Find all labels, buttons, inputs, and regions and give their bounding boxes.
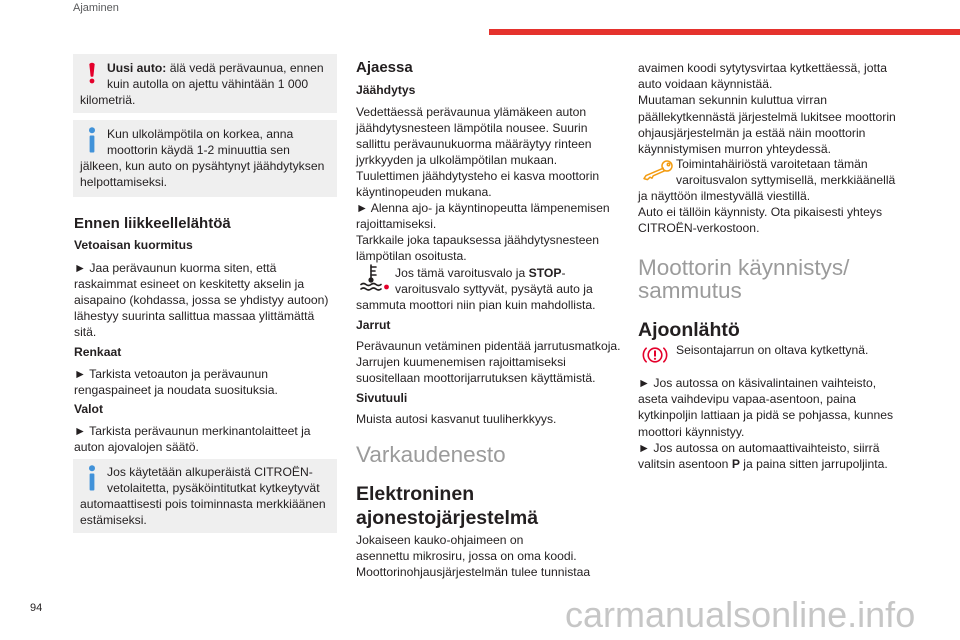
text-line: sitä. xyxy=(74,325,97,339)
bold-term: STOP xyxy=(528,266,562,280)
paragraph-immobiliser-fault xyxy=(638,156,895,204)
text-line: suositellaan moottorijarrutuksen käyttämistä. xyxy=(356,371,596,385)
text-line: Tarkkaile joka tapauksessa jäähdytysnesteen xyxy=(356,233,599,247)
text-line: Muutaman sekunnin kuluttua virran xyxy=(638,93,827,108)
subheading-crosswind: Sivutuuli xyxy=(356,391,408,405)
text-line: rajoittamiseksi. xyxy=(356,217,437,231)
paragraph-moving-off xyxy=(638,375,893,472)
bold-term: Uusi auto: xyxy=(107,61,167,75)
paragraph-coolant-warning xyxy=(356,265,596,313)
subheading-brakes: Jarrut xyxy=(356,318,391,332)
warning-box-new-car xyxy=(73,54,337,113)
text-line: auton ajovalojen säätö. xyxy=(74,440,199,454)
text-line: varoitusvalo syttyvät, pysäytä auto ja xyxy=(395,282,593,296)
section-heading-while-driving: Ajaessa xyxy=(356,59,413,76)
text-line: CITROËN-verkostoon. xyxy=(638,221,760,235)
text-line: auto voidaan käynnistää. xyxy=(638,77,773,92)
text-line: kuin autolla on ajettu vähintään 1 000 xyxy=(107,77,309,91)
info-box-towbar xyxy=(73,459,337,533)
text-line: sammuta moottori niin pian kuin mahdollista. xyxy=(356,298,596,312)
text-line: automaattisesti pois toiminnasta merkkiäänen xyxy=(80,497,326,511)
text-line: varoitusvalon syttymisellä, merkkiäänellä xyxy=(676,173,896,187)
paragraph-immobiliser-continued xyxy=(638,60,896,157)
text-line: ► Jos autossa on automaattivaihteisto, siirrä xyxy=(638,440,880,455)
text-line: jälkeen, kun auto on pysähtynyt jäähdytyksen xyxy=(80,159,325,173)
text-line: ohjausjärjestelmän ja estää näin moottorin xyxy=(638,125,866,140)
text-line: Kun ulkolämpötila on korkea, anna xyxy=(107,127,294,141)
paragraph-hitch-load xyxy=(74,260,328,340)
text-line: Muista autosi kasvanut tuuliherkkyys. xyxy=(356,412,557,426)
paragraph-immobiliser xyxy=(356,532,590,580)
section-heading-moving-off: Ajoonlähtö xyxy=(638,319,740,341)
text-line: Jarrujen kuumenemisen rajoittamiseksi xyxy=(356,355,566,369)
text-line: lämpötilan osoitusta. xyxy=(356,249,467,263)
text-line: moottori käynnistyy. xyxy=(638,424,745,439)
text-line: raskaimmat esineet on keskitetty akselin ja xyxy=(74,277,305,291)
text-line: päällekytkennästä järjestelmä lukitsee moottorin xyxy=(638,109,896,124)
paragraph-contact-network xyxy=(638,204,882,236)
text-line: sammutus xyxy=(638,278,742,303)
text-line: ajonestojärjestelmä xyxy=(356,507,539,529)
text-line: valitsin asentoon P ja paina sitten jarrupoljinta. xyxy=(638,456,888,471)
text-line: Jokaiseen kauko-ohjaimeen on xyxy=(356,533,524,547)
text-line: jäähdytysnesteen lämpötila nousee. Suurin xyxy=(356,121,588,135)
text-line: kilometriä. xyxy=(80,93,136,107)
text-line: asennettu mikrosiru, jossa on oma koodi. xyxy=(356,549,577,563)
text-line: Vedettäessä perävaunua ylämäkeen auton xyxy=(356,105,587,119)
text-line: Elektroninen xyxy=(356,483,475,505)
text-line: avaimen koodi sytytysvirtaa kytkettäessä, jotta xyxy=(638,61,887,75)
text-line: ► Tarkista perävaunun merkinantolaitteet ja xyxy=(74,424,311,438)
text-line: Perävaunun vetäminen pidentää jarrutusmatkoja. xyxy=(356,339,621,353)
text-line: Moottorin käynnistys/ xyxy=(638,255,850,280)
subheading-hitch-load: Vetoaisan kuormitus xyxy=(74,238,193,252)
section-heading-before-departure: Ennen liikkeellelähtöä xyxy=(74,215,231,232)
text-line: Auto ei tällöin käynnisty. Ota pikaisesti yhteys xyxy=(638,205,883,219)
watermark: carmanualsonline.info xyxy=(565,594,916,635)
parking-brake-icon xyxy=(642,345,668,365)
subheading-lights: Valot xyxy=(74,402,104,416)
paragraph-cooling xyxy=(356,104,610,264)
paragraph-tyres xyxy=(74,366,278,398)
text-line: ► Jos autossa on käsivalintainen vaihteisto, xyxy=(638,376,877,390)
paragraph-lights xyxy=(74,423,311,455)
text-line: rengaspaineet ja noudata suosituksia. xyxy=(74,383,278,397)
chapter-color-bar xyxy=(489,29,960,35)
text-line: vetolaitetta, pysäköintitutkat kytkeytyvät xyxy=(107,481,320,495)
page-number: 94 xyxy=(30,602,43,614)
paragraph-crosswind xyxy=(356,411,556,427)
text-line: moottorin käydä 1-2 minuuttia sen xyxy=(107,143,290,157)
text-line: helpottamiseksi. xyxy=(80,175,168,189)
info-text xyxy=(73,126,324,190)
text-line: aisapaino (kohdassa, jossa se yhdistyy autoon) xyxy=(74,293,329,307)
text-line: Tuulettimen jäähdytysteho ei kasva moottorin xyxy=(356,169,600,183)
section-heading-immobiliser xyxy=(356,482,538,530)
warning-text xyxy=(73,60,324,108)
text-line: ► Jaa perävaunun kuorma siten, että xyxy=(74,261,277,275)
text-line: estämiseksi. xyxy=(80,513,147,527)
chapter-heading-start-stop xyxy=(638,256,849,302)
info-box-hot-weather xyxy=(73,120,337,197)
text-line: ja näyttöön ilmestyvällä viestillä. xyxy=(638,189,811,203)
subheading-cooling: Jäähdytys xyxy=(356,83,416,97)
text-line: käyntinopeuden mukana. xyxy=(356,185,492,199)
text-line: Jos tämä varoitusvalo ja STOP- xyxy=(395,266,566,280)
text-line: jyrkkyyden ja ulkolämpötilan mukaan. xyxy=(356,153,558,167)
bold-term: P xyxy=(731,456,740,471)
text-line: ► Tarkista vetoauton ja perävaunun xyxy=(74,367,269,381)
running-header: Ajaminen xyxy=(73,2,119,14)
text-line: Toimintahäiriöstä varoitetaan tämän xyxy=(676,157,868,171)
text-line: ► Alenna ajo- ja käyntinopeutta lämpenemisen xyxy=(356,201,610,215)
text-line: Uusi auto: älä vedä perävaunua, ennen xyxy=(107,61,324,75)
text-line: lähestyy suurinta sallittua massaa ylittämättä xyxy=(74,309,315,323)
text-line: sallittu perävaunukuorma määräytyy rinteen xyxy=(356,137,592,151)
text-line: Jos käytetään alkuperäistä CITROËN- xyxy=(107,465,313,479)
chapter-heading-anti-theft: Varkaudenesto xyxy=(356,442,506,467)
text-line: Moottorinohjausjärjestelmän tulee tunnistaa xyxy=(356,565,591,579)
info-text xyxy=(73,464,326,528)
parking-brake-note: Seisontajarrun on oltava kytkettynä. xyxy=(676,343,869,357)
paragraph-brakes xyxy=(356,338,621,386)
text-line: aseta vaihdevipu vapaa-asentoon, paina xyxy=(638,392,857,407)
subheading-tyres: Renkaat xyxy=(74,345,122,359)
text-line: kytkinpoljin lattiaan ja pidä se pohjassa, kunnes xyxy=(638,408,894,423)
text-line: käynnistymisen murron yhteydessä. xyxy=(638,141,831,156)
